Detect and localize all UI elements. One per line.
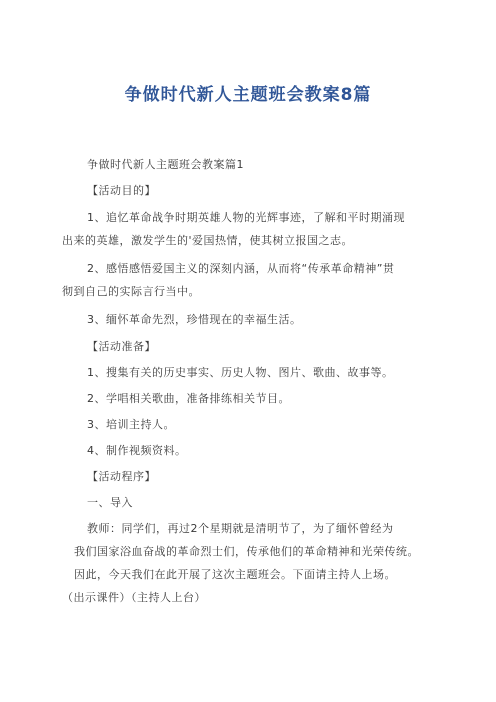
paragraph-line: 3、缅怀革命先烈，珍惜现在的幸福生活。 (87, 313, 302, 326)
subheading-purpose: 【活动目的】 (87, 184, 156, 197)
paragraph-line: 1、搜集有关的历史事实、历史人物、图片、歌曲、故事等。 (87, 366, 394, 379)
paragraph-line: （出示课件）（主持人上台） (62, 591, 206, 604)
section-heading: 争做时代新人主题班会教案篇1 (87, 158, 244, 171)
paragraph-line: 1、追忆革命战争时期英雄人物的光辉事迹，了解和平时期涌现 (87, 211, 405, 224)
paragraph-line: 2、学唱相关歌曲，准备排练相关节目。 (87, 392, 290, 405)
paragraph-line: 我们国家浴血奋战的革命烈士们，传承他们的革命精神和光荣传统。 (74, 545, 419, 558)
paragraph-line: 教师：同学们，再过2个星期就是清明节了，为了缅怀曾经为 (87, 522, 394, 535)
document-title: 争做时代新人主题班会教案8篇 (124, 85, 372, 105)
subheading-procedure: 【活动程序】 (87, 470, 156, 483)
paragraph-line: 因此，今天我们在此开展了这次主题班会。下面请主持人上场。 (74, 568, 396, 581)
paragraph-line: 2、感悟感悟爱国主义的深刻内涵，从而将“传承革命精神”贯 (87, 262, 395, 275)
paragraph-line: 3、培训主持人。 (87, 418, 175, 431)
subheading-preparation: 【活动准备】 (87, 340, 156, 353)
paragraph-line: 彻到自己的实际言行当中。 (62, 285, 200, 298)
paragraph-line: 一、导入 (87, 496, 133, 509)
paragraph-line: 4、制作视频资料。 (87, 444, 187, 457)
paragraph-line: 出来的英雄，激发学生的'爱国热情，使其树立报国之志。 (62, 234, 354, 247)
